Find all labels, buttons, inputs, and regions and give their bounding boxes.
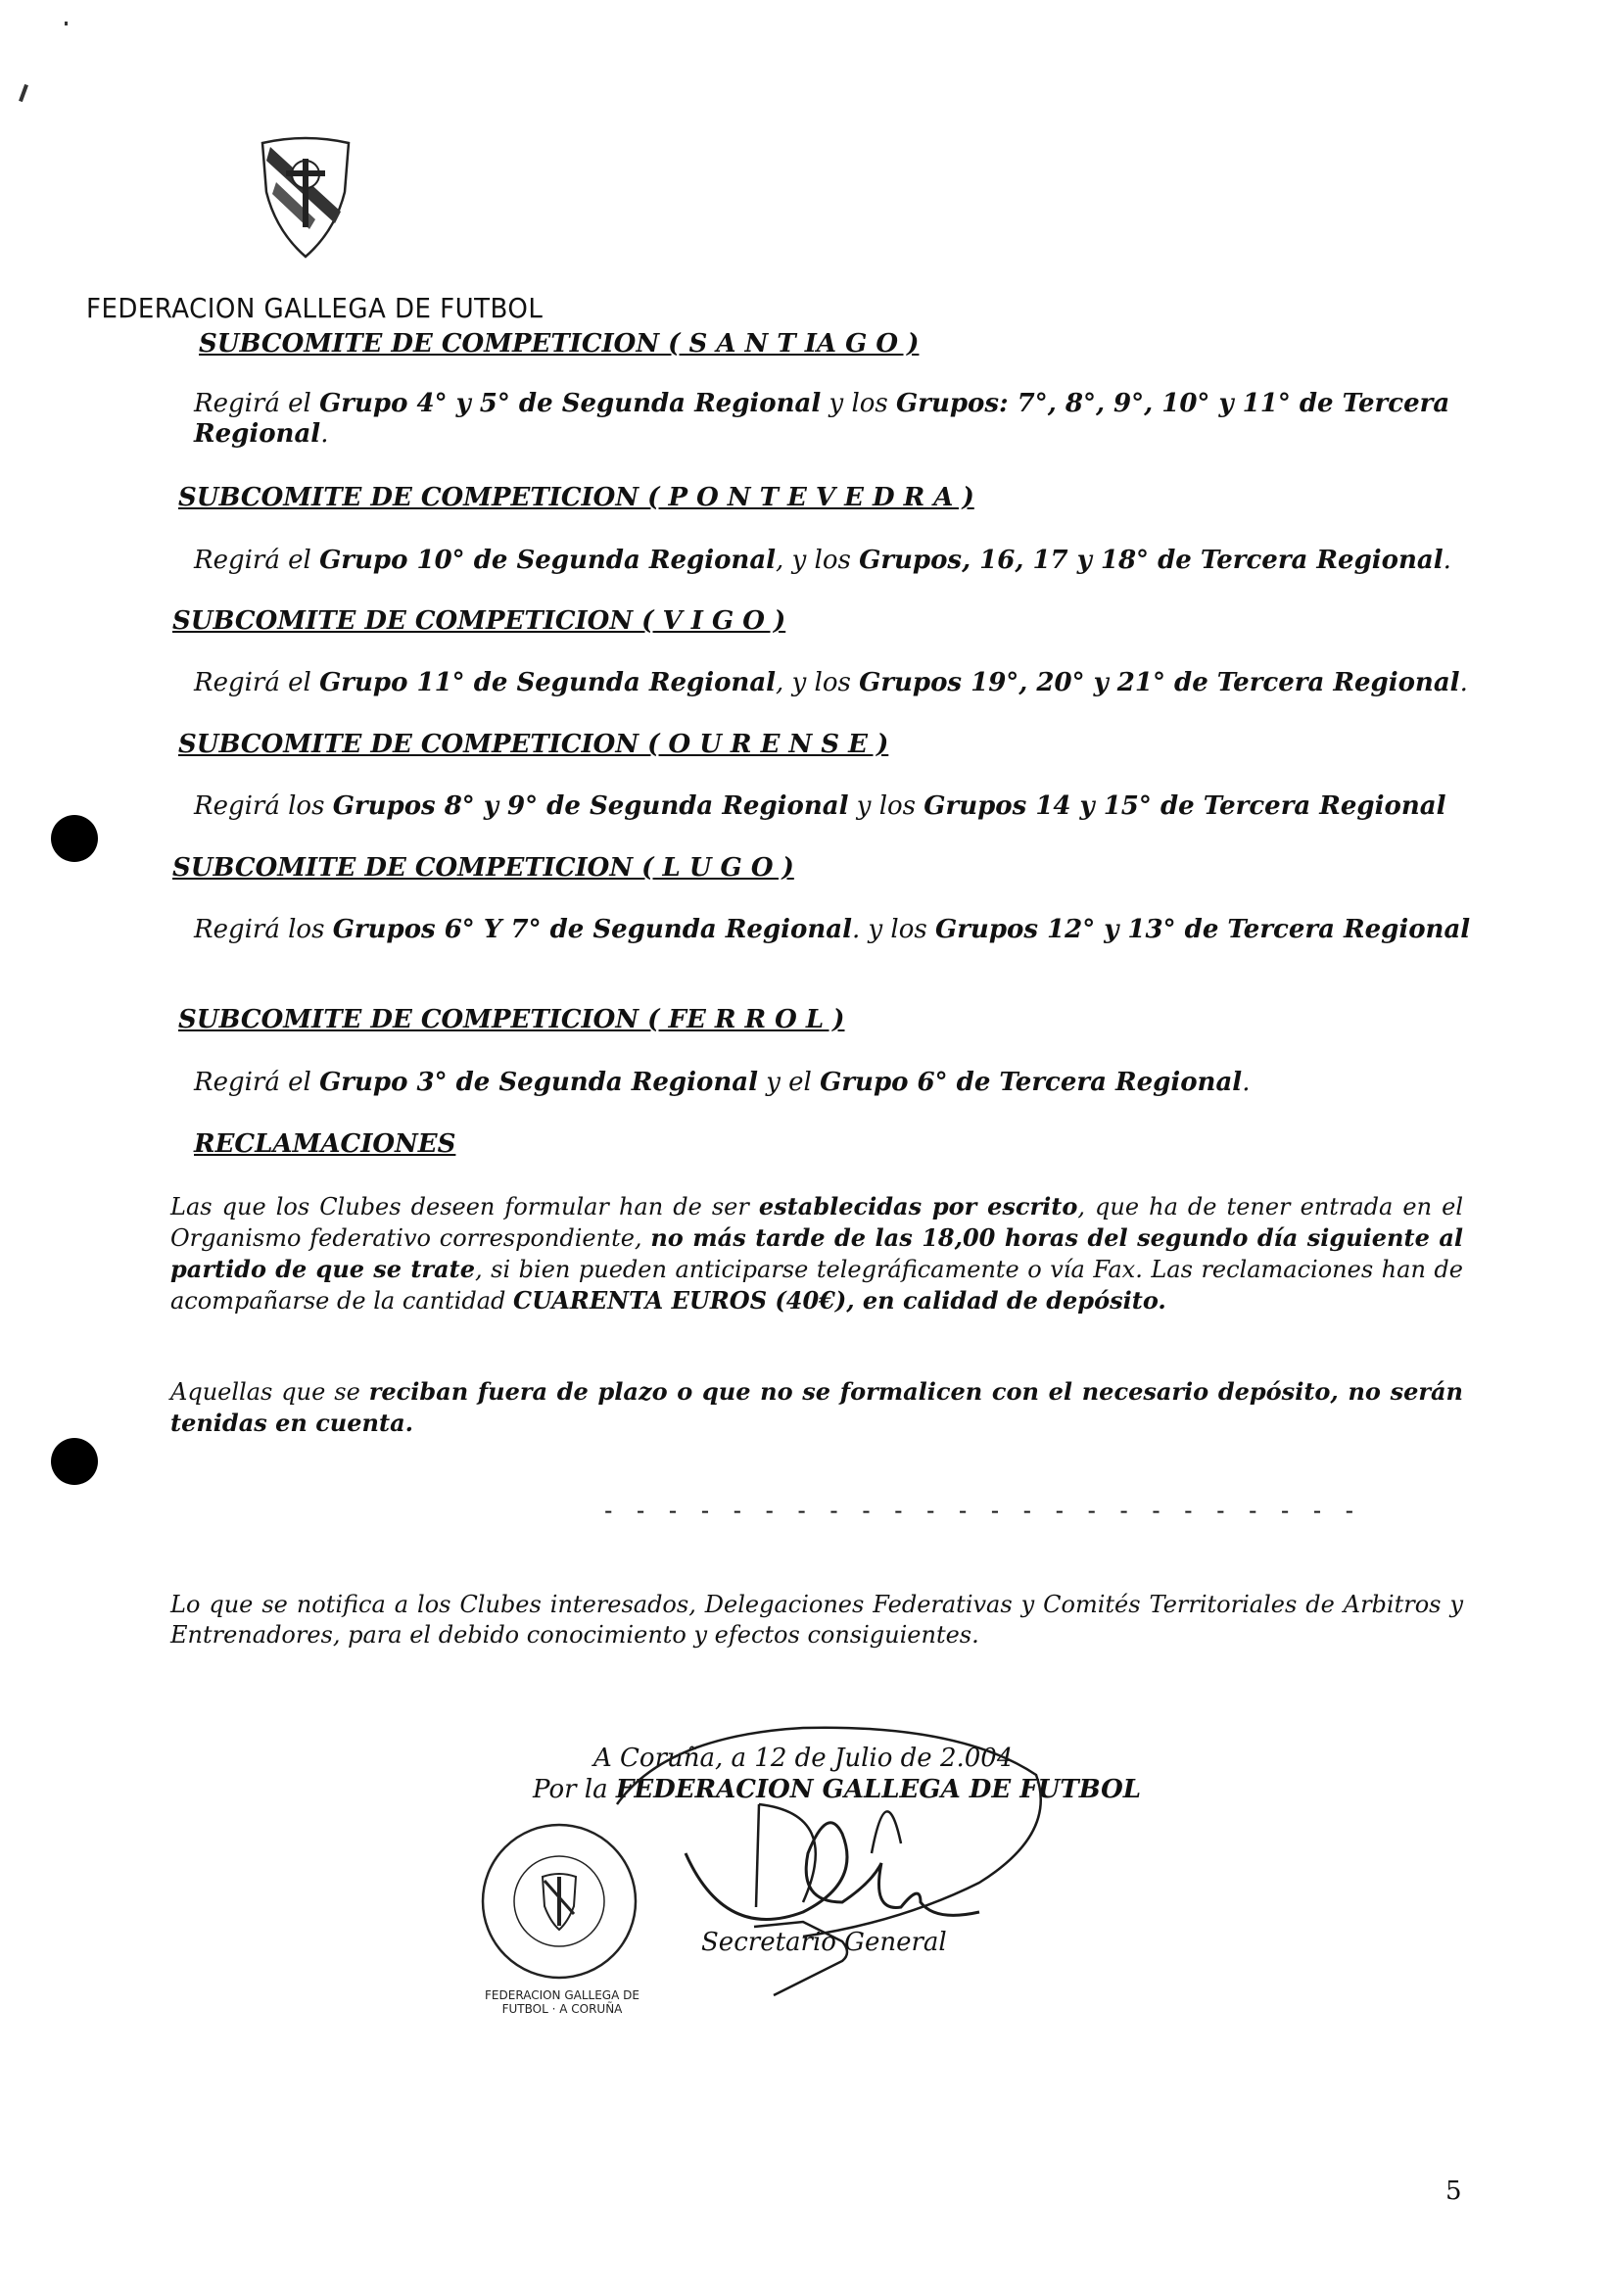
emphasis-run: Grupo 4° y 5° de Segunda Regional bbox=[319, 389, 822, 418]
notification-text: Lo que se notifica a los Clubes interesados, Delegaciones Federativas y Comités Territoriales de Arbitros y Entrenadores, para el debido conocimiento y efectos consiguientes. bbox=[170, 1591, 1463, 1649]
text-run: . bbox=[1242, 1068, 1251, 1097]
text-run: Regirá el bbox=[194, 1068, 320, 1097]
section-heading-vigo: SUBCOMITE DE COMPETICION ( V I G O ) bbox=[172, 606, 786, 636]
punch-hole bbox=[51, 815, 98, 862]
scan-speck bbox=[65, 22, 68, 25]
signed-by-organization: FEDERACION GALLEGA DE FUTBOL bbox=[615, 1775, 1142, 1804]
section-heading-ourense: SUBCOMITE DE COMPETICION ( O U R E N S E ) bbox=[178, 730, 889, 759]
emphasis-run: reciban fuera de plazo o que no se formalicen con el necesario depósito, no serán tenidas en cuenta. bbox=[170, 1377, 1464, 1437]
text-run: Regirá los bbox=[194, 915, 333, 944]
emphasis-run: Grupos: 7°, 8°, 9°, 10° y 11° de Tercera Regional bbox=[194, 389, 1450, 449]
section-text-pontevedra bbox=[194, 546, 1487, 576]
text-run: . y los bbox=[851, 915, 936, 944]
text-run: Aquellas que se bbox=[170, 1378, 369, 1406]
text-run: , si bien pueden anticiparse telegráficamente o vía Fax. Las reclamaciones han de acompañarse de la cantidad bbox=[170, 1256, 1463, 1315]
emphasis-run: Grupo 11° de Segunda Regional bbox=[319, 668, 777, 697]
text-run: y el bbox=[757, 1068, 821, 1097]
emphasis-run: Grupos, 16, 17 y 18° de Tercera Regional bbox=[859, 546, 1444, 575]
emphasis-run: Grupos 14 y 15° de Tercera Regional bbox=[923, 791, 1446, 821]
emphasis-run: Grupo 3° de Segunda Regional bbox=[319, 1068, 758, 1097]
stamp-text: FEDERACION GALLEGA DE FUTBOL · A CORUÑA bbox=[485, 1988, 639, 2016]
federation-stamp bbox=[478, 1820, 640, 1983]
text-run: y los bbox=[821, 389, 897, 418]
text-run: . bbox=[1443, 546, 1451, 575]
scan-speck bbox=[19, 84, 28, 102]
federation-shield-icon bbox=[257, 133, 355, 261]
text-run: y los bbox=[848, 791, 924, 821]
text-run: Regirá los bbox=[194, 791, 333, 821]
reclamaciones-deadline-paragraph bbox=[170, 1376, 1463, 1439]
text-run: , y los bbox=[776, 668, 860, 697]
page-number: 5 bbox=[1445, 2176, 1462, 2206]
section-text-ourense bbox=[194, 791, 1487, 822]
section-text-lugo bbox=[194, 915, 1487, 945]
section-text-vigo bbox=[194, 668, 1487, 698]
punch-hole bbox=[51, 1438, 98, 1485]
text-run: , y los bbox=[776, 546, 860, 575]
text-run: , que ha de tener entrada en el Organismo federativo correspondiente, bbox=[170, 1193, 1463, 1252]
section-heading-ferrol: SUBCOMITE DE COMPETICION ( FE R R O L ) bbox=[178, 1005, 845, 1034]
emphasis-run: no más tarde de las 18,00 horas del segundo día siguiente al partido de que se trate bbox=[170, 1223, 1463, 1283]
section-heading-santiago: SUBCOMITE DE COMPETICION ( S A N T IA G O ) bbox=[199, 329, 920, 359]
section-heading-pontevedra: SUBCOMITE DE COMPETICION ( P O N T E V E D R A ) bbox=[178, 483, 974, 512]
emphasis-run: CUARENTA EUROS (40€), en calidad de depósito. bbox=[513, 1286, 1166, 1315]
emphasis-run: Grupos 12° y 13° de Tercera Regional bbox=[935, 915, 1471, 944]
reclamaciones-heading: RECLAMACIONES bbox=[194, 1129, 456, 1159]
signed-by-prefix: Por la bbox=[533, 1775, 616, 1804]
emphasis-run: Grupos 6° Y 7° de Segunda Regional bbox=[332, 915, 852, 944]
emphasis-run: Grupos 8° y 9° de Segunda Regional bbox=[332, 791, 849, 821]
text-run: . bbox=[320, 419, 329, 449]
place-date: A Coruña, a 12 de Julio de 2.004 bbox=[593, 1744, 1014, 1773]
signer-role: Secretario General bbox=[701, 1928, 947, 1957]
text-run: Regirá el bbox=[194, 668, 320, 697]
federation-name: FEDERACION GALLEGA DE FUTBOL bbox=[86, 292, 544, 324]
text-run: Las que los Clubes deseen formular han de ser bbox=[170, 1193, 759, 1220]
separator: - - - - - - - - - - - - - - - - - - - - - - - - bbox=[601, 1497, 1359, 1524]
emphasis-run: Grupo 10° de Segunda Regional bbox=[319, 546, 777, 575]
section-text-santiago bbox=[194, 389, 1467, 450]
emphasis-run: Grupo 6° de Tercera Regional bbox=[820, 1068, 1243, 1097]
section-text-ferrol bbox=[194, 1068, 1487, 1098]
reclamaciones-paragraph bbox=[170, 1191, 1463, 1316]
emphasis-run: Grupos 19°, 20° y 21° de Tercera Regional bbox=[859, 668, 1460, 697]
text-run: Regirá el bbox=[194, 389, 320, 418]
text-run: . bbox=[1459, 668, 1468, 697]
emphasis-run: establecidas por escrito bbox=[758, 1192, 1078, 1220]
text-run: Regirá el bbox=[194, 546, 320, 575]
section-heading-lugo: SUBCOMITE DE COMPETICION ( L U G O ) bbox=[172, 853, 794, 883]
